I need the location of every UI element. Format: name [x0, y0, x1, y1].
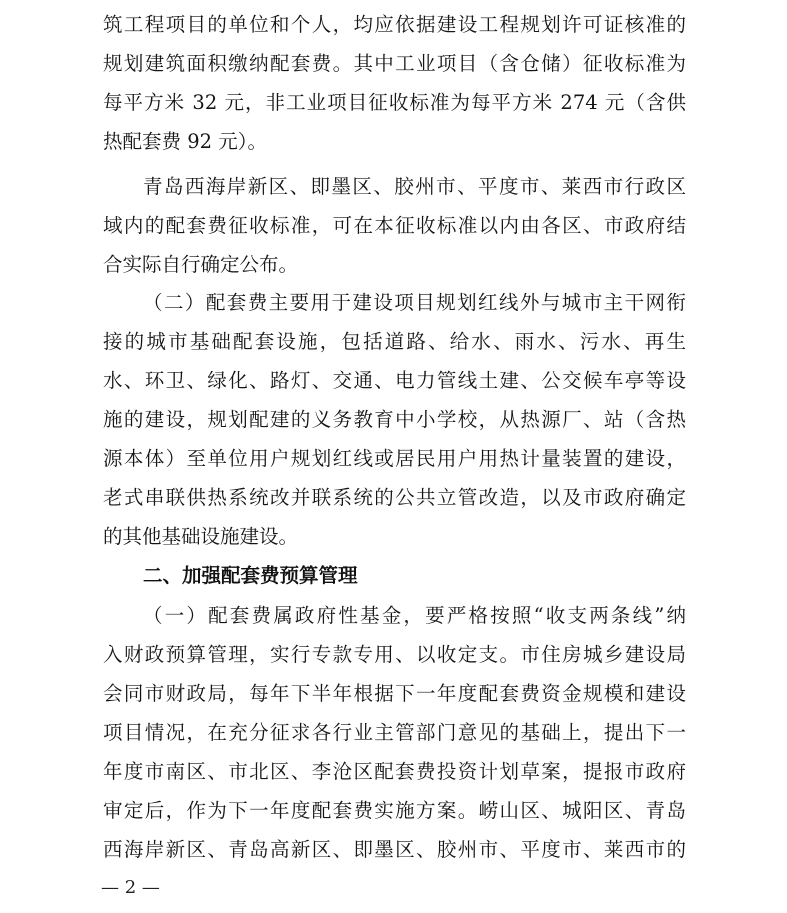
text-line: 会同市财政局，每年下半年根据下一年度配套费资金规模和建设	[103, 682, 686, 705]
text-line: 规划建筑面积缴纳配套费。其中工业项目（含仓储）征收标准为	[103, 52, 686, 75]
text-line: 审定后，作为下一年度配套费实施方案。崂山区、城阳区、青岛	[103, 799, 686, 822]
text-line: 施的建设，规划配建的义务教育中小学校，从热源厂、站（含热	[103, 408, 686, 431]
section-heading: 二、加强配套费预算管理	[143, 564, 358, 587]
text-line: 热配套费 92 元）。	[103, 130, 267, 153]
text-line: 西海岸新区、青岛高新区、即墨区、胶州市、平度市、莱西市的	[103, 838, 686, 861]
text-line: 入财政预算管理，实行专款专用、以收定支。市住房城乡建设局	[103, 643, 686, 666]
text-line: 每平方米 32 元，非工业项目征收标准为每平方米 274 元（含供	[103, 91, 686, 114]
text-line: 的其他基础设施建设。	[103, 525, 299, 548]
page-number: — 2 —	[101, 877, 160, 898]
text-line: （一）配套费属政府性基金，要严格按照“收支两条线”纳	[143, 604, 686, 627]
text-line: 筑工程项目的单位和个人，均应依据建设工程规划许可证核准的	[103, 13, 686, 36]
text-line: 青岛西海岸新区、即墨区、胶州市、平度市、莱西市行政区	[143, 175, 686, 198]
text-line: 老式串联供热系统改并联系统的公共立管改造，以及市政府确定	[103, 486, 686, 509]
text-line: 项目情况，在充分征求各行业主管部门意见的基础上，提出下一	[103, 721, 686, 744]
text-line: 年度市南区、市北区、李沧区配套费投资计划草案，提报市政府	[103, 760, 686, 783]
text-line: 合实际自行确定公布。	[103, 253, 299, 276]
text-line: （二）配套费主要用于建设项目规划红线外与城市主干网衔	[143, 291, 686, 314]
text-line: 域内的配套费征收标准，可在本征收标准以内由各区、市政府结	[103, 214, 686, 237]
text-line: 源本体）至单位用户规划红线或居民用户用热计量装置的建设，	[103, 447, 686, 470]
text-line: 水、环卫、绿化、路灯、交通、电力管线土建、公交候车亭等设	[103, 369, 686, 392]
text-line: 接的城市基础配套设施，包括道路、给水、雨水、污水、再生	[103, 330, 686, 353]
